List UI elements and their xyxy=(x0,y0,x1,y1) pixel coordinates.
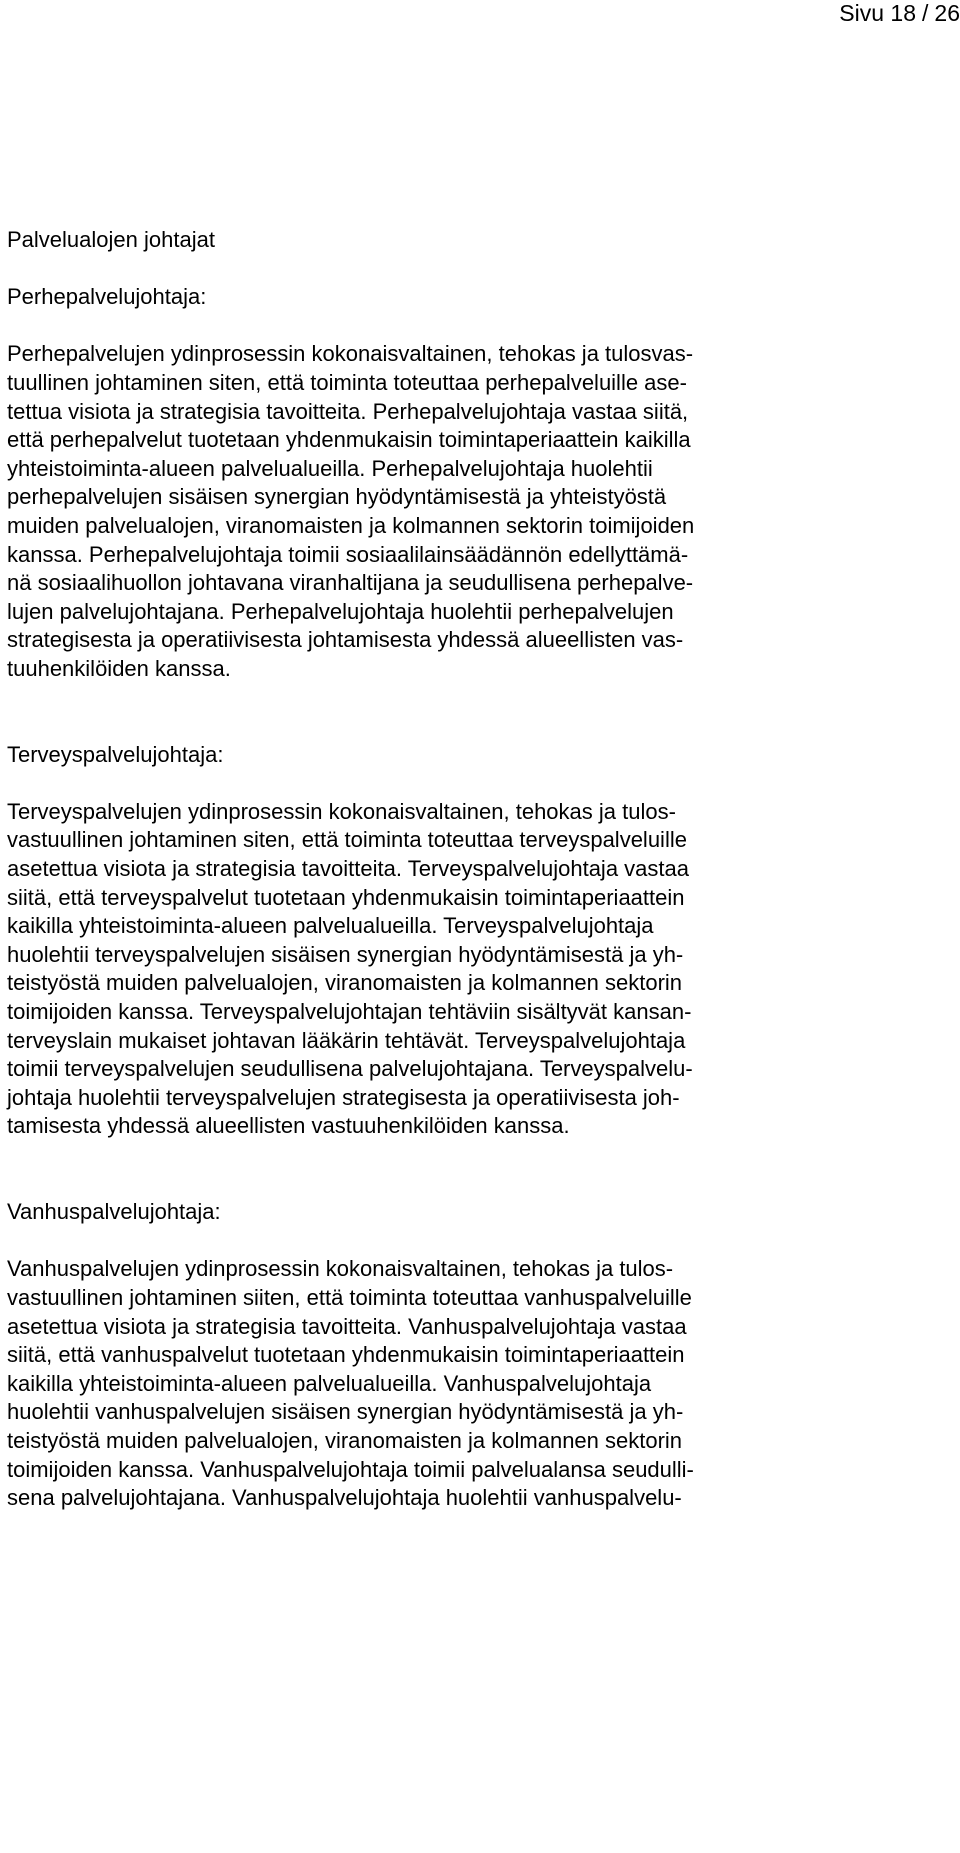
paragraph-line: kanssa. Perhepalvelujohtaja toimii sosiaalilainsäädännön edellyttämä- xyxy=(7,541,689,567)
page-current: 18 xyxy=(890,0,917,26)
section-title: Terveyspalvelujohtaja: xyxy=(7,741,224,767)
paragraph-line: vastuullinen johtaminen siiten, että toiminta toteuttaa vanhuspalveluille xyxy=(7,1284,692,1310)
paragraph-line: Perhepalvelujen ydinprosessin kokonaisvaltainen, tehokas ja tulosvas- xyxy=(7,341,694,367)
paragraph-line: muiden palvelualojen, viranomaisten ja kolmannen sektorin toimijoiden xyxy=(7,512,695,538)
paragraph-line: tamisesta yhdessä alueellisten vastuuhenkilöiden kanssa. xyxy=(7,1113,570,1139)
paragraph-line: kaikilla yhteistoiminta-alueen palvelualueilla. Terveyspalvelujohtaja xyxy=(7,913,654,939)
paragraph-line: vastuullinen johtaminen siten, että toiminta toteuttaa terveyspalveluille xyxy=(7,827,687,853)
paragraph-line: tuullinen johtaminen siten, että toiminta toteuttaa perhepalveluille ase- xyxy=(7,369,687,395)
paragraph-line: siitä, että vanhuspalvelut tuotetaan yhdenmukaisin toimintaperiaattein xyxy=(7,1342,685,1368)
page-total: 26 xyxy=(934,0,960,26)
paragraph-line: Terveyspalvelujen ydinprosessin kokonaisvaltainen, tehokas ja tulos- xyxy=(7,798,676,824)
paragraph-line: perhepalvelujen sisäisen synergian hyödyntämisestä ja yhteistyöstä xyxy=(7,484,667,510)
paragraph-line: että perhepalvelut tuotetaan yhdenmukaisin toimintaperiaattein kaikilla xyxy=(7,427,691,453)
section-terveyspalvelujohtaja xyxy=(7,741,955,1141)
paragraph-line: terveyslain mukaiset johtavan lääkärin tehtävät. Terveyspalvelujohtaja xyxy=(7,1027,686,1053)
section-paragraph xyxy=(7,340,955,683)
paragraph-line: Vanhuspalvelujen ydinprosessin kokonaisvaltainen, tehokas ja tulos- xyxy=(7,1256,674,1282)
paragraph-line: teistyöstä muiden palvelualojen, viranomaisten ja kolmannen sektorin xyxy=(7,970,683,996)
paragraph-line: huolehtii terveyspalvelujen sisäisen synergian hyödyntämisestä ja yh- xyxy=(7,941,684,967)
paragraph-line: lujen palvelujohtajana. Perhepalvelujohtaja huolehtii perhepalvelujen xyxy=(7,598,674,624)
document-body xyxy=(7,226,955,1513)
paragraph-line: kaikilla yhteistoiminta-alueen palvelualueilla. Vanhuspalvelujohtaja xyxy=(7,1370,652,1396)
paragraph-line: nä sosiaalihuollon johtavana viranhaltijana ja seudullisena perhepalve- xyxy=(7,570,694,596)
section-vanhuspalvelujohtaja xyxy=(7,1198,955,1513)
section-paragraph xyxy=(7,798,955,1141)
paragraph-line: tuuhenkilöiden kanssa. xyxy=(7,655,231,681)
paragraph-line: asetettua visiota ja strategisia tavoitteita. Terveyspalvelujohtaja vastaa xyxy=(7,856,689,882)
paragraph-line: sena palvelujohtajana. Vanhuspalvelujohtaja huolehtii vanhuspalvelu- xyxy=(7,1485,682,1511)
section-title: Vanhuspalvelujohtaja: xyxy=(7,1199,221,1225)
document-heading: Palvelualojen johtajat xyxy=(7,227,215,252)
section-paragraph xyxy=(7,1255,955,1512)
section-title: Perhepalvelujohtaja: xyxy=(7,284,207,310)
page-label: Sivu xyxy=(839,0,885,26)
paragraph-line: asetettua visiota ja strategisia tavoitteita. Vanhuspalvelujohtaja vastaa xyxy=(7,1313,687,1339)
paragraph-line: strategisesta ja operatiivisesta johtamisesta yhdessä alueellisten vas- xyxy=(7,627,684,653)
paragraph-line: toimii terveyspalvelujen seudullisena palvelujohtajana. Terveyspalvelu- xyxy=(7,1056,693,1082)
page-number xyxy=(839,0,960,26)
paragraph-line: johtaja huolehtii terveyspalvelujen strategisesta ja operatiivisesta joh- xyxy=(7,1084,680,1110)
page-separator: / xyxy=(922,0,929,26)
paragraph-line: toimijoiden kanssa. Terveyspalvelujohtajan tehtäviin sisältyvät kansan- xyxy=(7,999,692,1025)
paragraph-line: teistyöstä muiden palvelualojen, viranomaisten ja kolmannen sektorin xyxy=(7,1427,683,1453)
paragraph-line: tettua visiota ja strategisia tavoitteita. Perhepalvelujohtaja vastaa siitä, xyxy=(7,398,689,424)
paragraph-line: siitä, että terveyspalvelut tuotetaan yhdenmukaisin toimintaperiaattein xyxy=(7,884,685,910)
paragraph-line: toimijoiden kanssa. Vanhuspalvelujohtaja toimii palvelualansa seudulli- xyxy=(7,1456,694,1482)
paragraph-line: huolehtii vanhuspalvelujen sisäisen synergian hyödyntämisestä ja yh- xyxy=(7,1399,684,1425)
section-perhepalvelujohtaja xyxy=(7,283,955,683)
paragraph-line: yhteistoiminta-alueen palvelualueilla. Perhepalvelujohtaja huolehtii xyxy=(7,455,653,481)
